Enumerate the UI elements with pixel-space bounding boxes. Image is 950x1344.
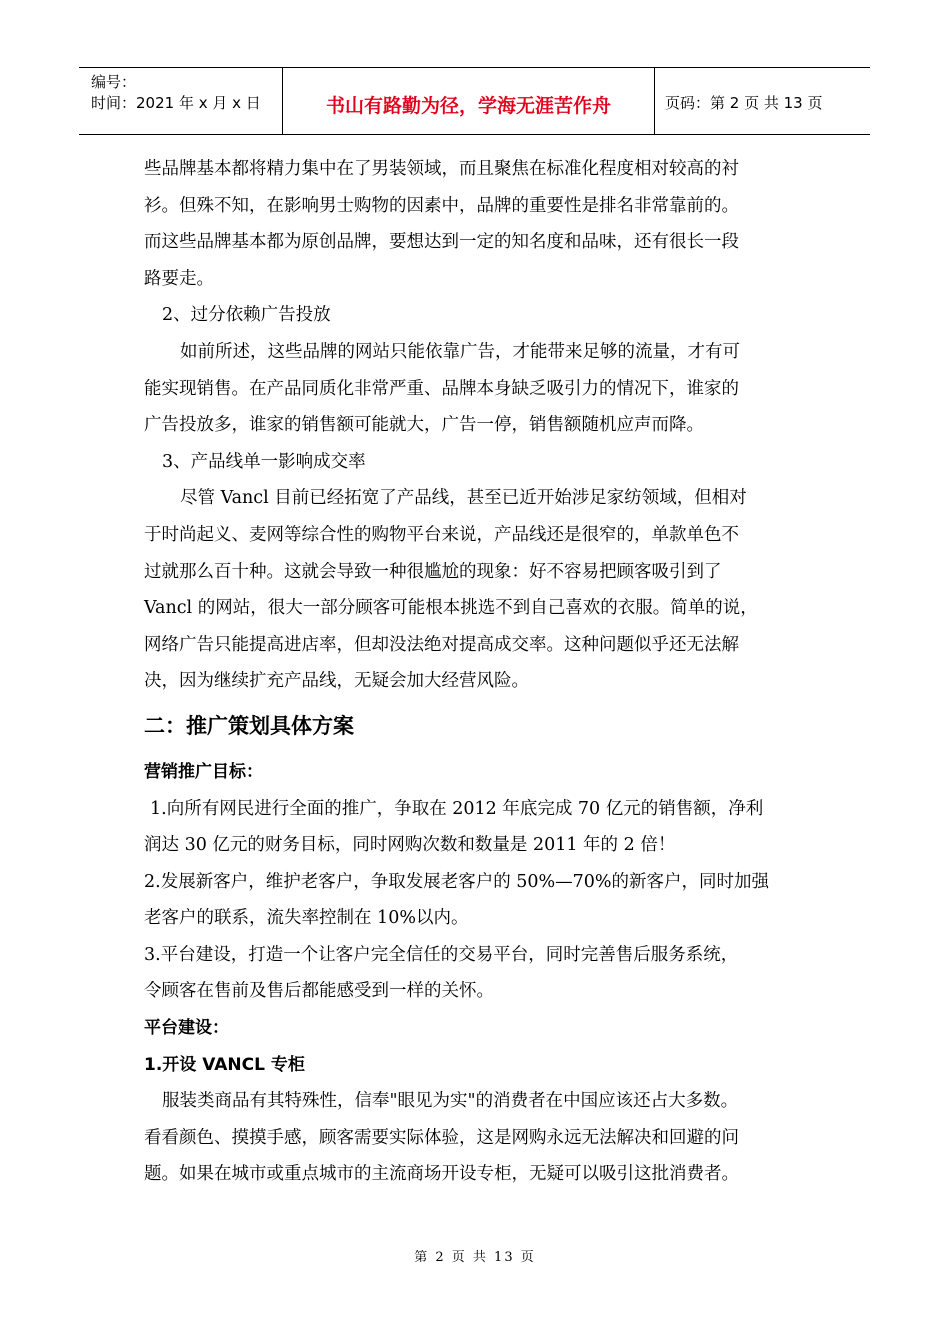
text-line: 尽管 Vancl 目前已经拓宽了产品线，甚至已近开始涉足家纺领域，但相对 — [180, 488, 747, 509]
text-line: 老客户的联系，流失率控制在 10%以内。 — [144, 908, 469, 929]
goal-2 — [144, 864, 809, 937]
motto: 书山有路勤为径，学海无涯苦作舟 — [283, 68, 655, 134]
text-line: Vancl 的网站，很大一部分顾客可能根本挑选不到自己喜欢的衣服。简单的说， — [144, 598, 758, 619]
text-line: 衫。但殊不知，在影响男士购物的因素中，品牌的重要性是排名非常靠前的。 — [144, 195, 739, 216]
platform-heading: 平台建设： — [144, 1018, 229, 1039]
text-line: 如前所述，这些品牌的网站只能依靠广告，才能带来足够的流量，才有可 — [180, 341, 740, 362]
text-line: 1.向所有网民进行全面的推广，争取在 2012 年底完成 70 亿元的销售额，净利 — [150, 798, 764, 819]
text-line: 而这些品牌基本都为原创品牌，要想达到一定的知名度和品味，还有很长一段 — [144, 232, 739, 253]
text-line: 决，因为继续扩充产品线，无疑会加大经营风险。 — [144, 671, 529, 692]
goal-3 — [144, 937, 809, 1010]
header-meta — [79, 68, 283, 134]
section-title: 二：推广策划具体方案 — [144, 713, 354, 738]
text-line: 过就那么百十种。这就会导致一种很尴尬的现象：好不容易把顾客吸引到了 — [144, 561, 722, 582]
text-line: 题。如果在城市或重点城市的主流商场开设专柜，无疑可以吸引这批消费者。 — [144, 1164, 739, 1185]
goal-1 — [144, 791, 809, 864]
paragraph-ad-dependence — [144, 334, 809, 444]
item-title-product-line: 3、产品线单一影响成交率 — [162, 451, 366, 472]
paragraph-product-line — [144, 480, 809, 700]
document-header — [79, 67, 870, 135]
counter-heading: 1.开设 VANCL 专柜 — [144, 1054, 305, 1075]
text-line: 网络广告只能提高进店率，但却没法绝对提高成交率。这种问题似乎还无法解 — [144, 634, 739, 655]
paragraph-brand-focus — [144, 151, 809, 297]
page-info: 页码：第 2 页 共 13 页 — [665, 93, 823, 112]
text-line: 令顾客在售前及售后都能感受到一样的关怀。 — [144, 981, 494, 1002]
text-line: 于时尚起义、麦网等综合性的购物平台来说，产品线还是很窄的，单款单色不 — [144, 524, 739, 545]
text-line: 3.平台建设，打造一个让客户完全信任的交易平台，同时完善售后服务系统， — [144, 944, 739, 965]
text-line: 润达 30 亿元的财务目标，同时网购次数和数量是 2011 年的 2 倍！ — [144, 835, 676, 856]
page-footer: 第 2 页 共 13 页 — [414, 1250, 536, 1265]
paragraph-counter — [144, 1083, 809, 1193]
text-line: 2.发展新客户，维护老客户，争取发展老客户的 50%—70%的新客户，同时加强 — [144, 871, 770, 892]
item-title-ad-dependence: 2、过分依赖广告投放 — [162, 305, 331, 326]
text-line: 看看颜色、摸摸手感，顾客需要实际体验，这是网购永远无法解决和回避的问 — [144, 1127, 739, 1148]
text-line: 服装类商品有其特殊性，信奉"眼见为实"的消费者在中国应该还占大多数。 — [162, 1091, 739, 1112]
number-label: 编号： — [91, 73, 137, 91]
text-line: 能实现销售。在产品同质化非常严重、品牌本身缺乏吸引力的情况下，谁家的 — [144, 378, 739, 399]
goals-heading: 营销推广目标： — [144, 761, 263, 782]
document-body — [144, 151, 809, 1193]
text-line: 广告投放多，谁家的销售额可能就大，广告一停，销售额随机应声而降。 — [144, 415, 704, 436]
time-label: 时间：2021 年 x 月 x 日 — [91, 94, 261, 112]
text-line: 路要走。 — [144, 268, 214, 289]
text-line: 些品牌基本都将精力集中在了男装领域，而且聚焦在标准化程度相对较高的衬 — [144, 159, 739, 179]
